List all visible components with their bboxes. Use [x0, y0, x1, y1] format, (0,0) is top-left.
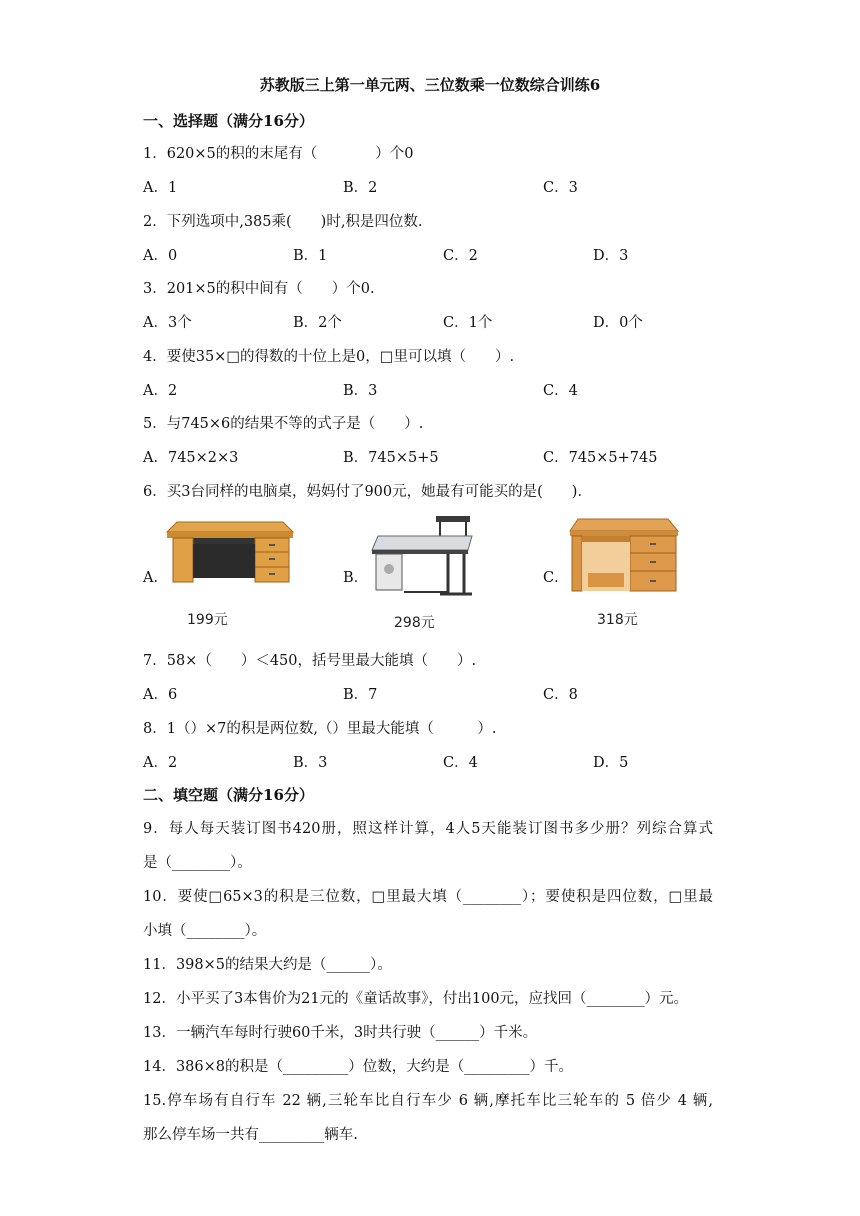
desk-b-price: 298元 — [394, 615, 435, 631]
q3-option-b[interactable]: B．2个 — [293, 315, 342, 331]
question-15-line-1: 15.停车场有自行车 22 辆,三轮车比自行车少 6 辆,摩托车比三轮车的 5 倍少 4 辆, — [143, 1093, 713, 1109]
q8-option-b[interactable]: B．3 — [293, 755, 328, 771]
question-10-line-1: 10．要使□65×3的积是三位数，□里最大填（________）；要使积是四位数，□里最 — [143, 889, 713, 905]
question-8: 8．1（）×7的积是两位数,（）里最大能填（ ）. — [143, 721, 497, 737]
question-7: 7．58×（ ）＜450，括号里最大能填（ ）. — [143, 653, 477, 669]
desk-a-price: 199元 — [187, 612, 228, 628]
question-10-line-2: 小填（________）。 — [143, 923, 267, 939]
question-5: 5．与745×6的结果不等的式子是（ ）. — [143, 416, 424, 432]
q8-option-c[interactable]: C．4 — [443, 755, 478, 771]
q6-option-a[interactable]: A． — [143, 570, 168, 586]
question-11: 11．398×5的结果大约是（______）。 — [143, 957, 392, 973]
question-4: 4．要使35×□的得数的十位上是0，□里可以填（ ）. — [143, 349, 515, 365]
q1-option-a[interactable]: A．1 — [143, 180, 178, 196]
q3-option-a[interactable]: A．3个 — [143, 315, 192, 331]
question-6: 6．买3台同样的电脑桌，妈妈付了900元，她最有可能买的是( )． — [143, 484, 592, 500]
page-title: 苏教版三上第一单元两、三位数乘一位数综合训练6 — [259, 76, 601, 94]
q5-option-b[interactable]: B．745×5+5 — [343, 450, 439, 466]
q5-option-a[interactable]: A．745×2×3 — [143, 450, 239, 466]
question-13: 13．一辆汽车每时行驶60千米，3时共行驶（______）千米。 — [143, 1025, 538, 1041]
q6-option-b[interactable]: B． — [343, 570, 369, 586]
q8-option-a[interactable]: A．2 — [143, 755, 178, 771]
section-heading-choice: 一、选择题（满分16分） — [143, 112, 314, 130]
question-2: 2．下列选项中,385乘( )时,积是四位数. — [143, 214, 423, 230]
q7-option-c[interactable]: C．8 — [543, 687, 578, 703]
q7-option-b[interactable]: B．7 — [343, 687, 378, 703]
q4-option-c[interactable]: C．4 — [543, 383, 578, 399]
q3-option-c[interactable]: C．1个 — [443, 315, 493, 331]
desk-c-image — [568, 515, 680, 597]
q4-option-b[interactable]: B．3 — [343, 383, 378, 399]
question-1: 1．620×5的积的末尾有（ ）个0 — [143, 146, 414, 162]
q3-option-d[interactable]: D．0个 — [593, 315, 643, 331]
question-9-line-1: 9．每人每天装订图书420册，照这样计算，4人5天能装订图书多少册？列综合算式 — [143, 821, 713, 837]
q2-option-b[interactable]: B．1 — [293, 248, 328, 264]
q8-option-d[interactable]: D．5 — [593, 755, 629, 771]
q7-option-a[interactable]: A．6 — [143, 687, 178, 703]
q4-option-a[interactable]: A．2 — [143, 383, 178, 399]
q2-option-d[interactable]: D．3 — [593, 248, 629, 264]
desk-b-image — [368, 514, 478, 600]
q2-option-a[interactable]: A．0 — [143, 248, 178, 264]
question-12: 12．小平买了3本售价为21元的《童话故事》，付出100元，应找回（________）元。 — [143, 991, 689, 1007]
desk-c-price: 318元 — [597, 612, 638, 628]
question-9-line-2: 是（________）。 — [143, 855, 252, 871]
q1-option-b[interactable]: B．2 — [343, 180, 378, 196]
question-14: 14．386×8的积是（_________）位数，大约是（_________）千。 — [143, 1059, 573, 1075]
question-3: 3．201×5的积中间有（ ）个0. — [143, 281, 375, 297]
desk-a-image — [165, 512, 295, 584]
section-heading-fill: 二、填空题（满分16分） — [143, 786, 314, 804]
question-15-line-2: 那么停车场一共有_________辆车. — [143, 1127, 358, 1143]
q6-option-c[interactable]: C． — [543, 570, 569, 586]
q1-option-c[interactable]: C．3 — [543, 180, 578, 196]
q2-option-c[interactable]: C．2 — [443, 248, 478, 264]
q5-option-c[interactable]: C．745×5+745 — [543, 450, 658, 466]
